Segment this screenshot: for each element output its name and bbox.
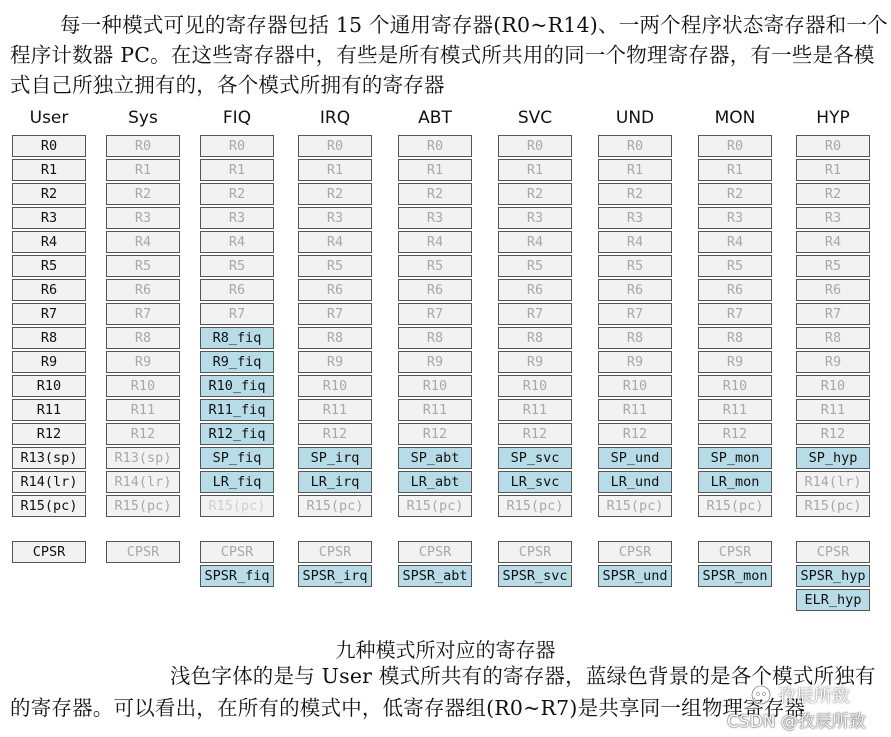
register-cell: R12	[12, 423, 86, 445]
register-cell: R1	[796, 159, 870, 181]
register-cell: R8	[398, 327, 472, 349]
register-cell: R3	[12, 207, 86, 229]
register-cell: R2	[796, 183, 870, 205]
register-cell: R1	[598, 159, 672, 181]
register-cell: R5	[698, 255, 772, 277]
figure-caption: 九种模式所对应的寄存器	[335, 638, 556, 662]
register-cell: R14(lr)	[796, 471, 870, 493]
register-cell: R6	[598, 279, 672, 301]
register-cell: R3	[106, 207, 180, 229]
register-cell: R13(sp)	[106, 447, 180, 469]
status-register-cell: SPSR_und	[598, 565, 672, 587]
status-register-cell: CPSR	[796, 541, 870, 563]
register-cell: R9	[698, 351, 772, 373]
status-register-cell: SPSR_abt	[398, 565, 472, 587]
register-cell: R10	[398, 375, 472, 397]
register-cell: R10	[598, 375, 672, 397]
register-cell: SP_svc	[498, 447, 572, 469]
status-register-cell: SPSR_hyp	[796, 565, 870, 587]
status-register-cell: CPSR	[200, 541, 274, 563]
status-register-cell: SPSR_mon	[698, 565, 772, 587]
intro-line-3: 式自己所独立拥有的，各个模式所拥有的寄存器	[10, 73, 445, 97]
register-cell: R10_fiq	[200, 375, 274, 397]
register-cell: R0	[12, 135, 86, 157]
status-register-cell: CPSR	[598, 541, 672, 563]
register-cell: LR_fiq	[200, 471, 274, 493]
register-cell: R4	[298, 231, 372, 253]
status-register-cell: CPSR	[298, 541, 372, 563]
register-cell: R7	[298, 303, 372, 325]
register-cell: R8	[298, 327, 372, 349]
register-cell: LR_svc	[498, 471, 572, 493]
register-cell: R15(pc)	[698, 495, 772, 517]
status-register-cell: CPSR	[12, 541, 86, 563]
register-cell: SP_fiq	[200, 447, 274, 469]
register-cell: R6	[796, 279, 870, 301]
register-cell: R3	[698, 207, 772, 229]
register-cell: R2	[598, 183, 672, 205]
register-cell: R7	[12, 303, 86, 325]
column-header-svc: SVC	[517, 108, 553, 128]
register-cell: R6	[498, 279, 572, 301]
column-header-irq: IRQ	[319, 108, 351, 128]
register-cell: R9	[796, 351, 870, 373]
intro-line-2: 程序计数器 PC。在这些寄存器中，有些是所有模式所共用的同一个物理寄存器，有一些是各模	[10, 43, 875, 67]
register-cell: R9	[598, 351, 672, 373]
register-cell: R5	[298, 255, 372, 277]
register-cell: R1	[398, 159, 472, 181]
status-register-cell: CPSR	[498, 541, 572, 563]
register-cell: R1	[698, 159, 772, 181]
register-cell: R3	[398, 207, 472, 229]
register-cell: R6	[106, 279, 180, 301]
register-cell: R13(sp)	[12, 447, 86, 469]
register-cell: R9_fiq	[200, 351, 274, 373]
register-cell: R7	[398, 303, 472, 325]
register-cell: R2	[298, 183, 372, 205]
register-cell: R8	[796, 327, 870, 349]
register-cell: R8_fiq	[200, 327, 274, 349]
register-cell: R12	[498, 423, 572, 445]
register-cell: R1	[498, 159, 572, 181]
register-cell: R6	[698, 279, 772, 301]
outro-line-1: 浅色字体的是与 User 模式所共有的寄存器，蓝绿色背景的是各个模式所独有	[170, 664, 876, 688]
register-cell: R15(pc)	[298, 495, 372, 517]
register-cell: LR_mon	[698, 471, 772, 493]
register-cell: R11	[298, 399, 372, 421]
register-cell: R9	[298, 351, 372, 373]
register-cell: R7	[796, 303, 870, 325]
register-cell: R5	[398, 255, 472, 277]
register-cell: R7	[498, 303, 572, 325]
register-cell: R10	[106, 375, 180, 397]
register-cell: R5	[200, 255, 274, 277]
register-cell: R15(pc)	[12, 495, 86, 517]
register-cell: R15(pc)	[200, 495, 274, 517]
register-cell: R15(pc)	[398, 495, 472, 517]
register-cell: R5	[598, 255, 672, 277]
register-cell: LR_und	[598, 471, 672, 493]
status-register-cell: ELR_hyp	[796, 589, 870, 611]
status-register-cell: SPSR_svc	[498, 565, 572, 587]
register-cell: R0	[200, 135, 274, 157]
register-cell: R6	[200, 279, 274, 301]
register-cell: R3	[200, 207, 274, 229]
column-header-user: User	[29, 108, 69, 128]
register-cell: SP_abt	[398, 447, 472, 469]
status-register-cell: CPSR	[698, 541, 772, 563]
register-cell: R0	[106, 135, 180, 157]
register-cell: R2	[106, 183, 180, 205]
register-cell: R8	[698, 327, 772, 349]
register-cell: R4	[498, 231, 572, 253]
register-cell: R6	[298, 279, 372, 301]
register-cell: SP_irq	[298, 447, 372, 469]
register-cell: R5	[796, 255, 870, 277]
register-cell: SP_hyp	[796, 447, 870, 469]
column-header-fiq: FIQ	[222, 108, 252, 128]
status-register-cell: SPSR_irq	[298, 565, 372, 587]
register-cell: R7	[598, 303, 672, 325]
register-cell: R9	[398, 351, 472, 373]
column-header-hyp: HYP	[816, 108, 850, 128]
register-cell: R11	[398, 399, 472, 421]
register-cell: R14(lr)	[12, 471, 86, 493]
register-cell: R9	[498, 351, 572, 373]
status-register-cell: SPSR_fiq	[200, 565, 274, 587]
register-cell: R4	[796, 231, 870, 253]
status-register-cell: CPSR	[398, 541, 472, 563]
register-cell: R2	[498, 183, 572, 205]
register-cell: R12	[106, 423, 180, 445]
register-cell: R6	[12, 279, 86, 301]
register-cell: R12	[796, 423, 870, 445]
register-cell: LR_abt	[398, 471, 472, 493]
register-cell: R0	[598, 135, 672, 157]
register-cell: R12_fiq	[200, 423, 274, 445]
register-cell: R15(pc)	[598, 495, 672, 517]
register-cell: R8	[598, 327, 672, 349]
register-cell: R3	[796, 207, 870, 229]
register-cell: R10	[12, 375, 86, 397]
column-header-abt: ABT	[418, 108, 452, 128]
register-cell: R5	[106, 255, 180, 277]
register-cell: R2	[398, 183, 472, 205]
register-cell: R1	[106, 159, 180, 181]
register-cell: R11	[598, 399, 672, 421]
register-cell: R7	[106, 303, 180, 325]
register-cell: R0	[398, 135, 472, 157]
register-cell: R7	[200, 303, 274, 325]
register-cell: R12	[398, 423, 472, 445]
register-cell: R11	[698, 399, 772, 421]
register-cell: R4	[12, 231, 86, 253]
register-cell: R10	[298, 375, 372, 397]
watermark-logo-icon	[750, 684, 772, 706]
register-cell: R11	[106, 399, 180, 421]
register-cell: SP_mon	[698, 447, 772, 469]
register-cell: R8	[12, 327, 86, 349]
register-cell: R3	[298, 207, 372, 229]
register-cell: R8	[498, 327, 572, 349]
status-register-cell: CPSR	[106, 541, 180, 563]
register-cell: R15(pc)	[796, 495, 870, 517]
register-cell: R15(pc)	[498, 495, 572, 517]
register-cell: LR_irq	[298, 471, 372, 493]
register-cell: R11	[12, 399, 86, 421]
register-cell: R10	[796, 375, 870, 397]
register-cell: SP_und	[598, 447, 672, 469]
register-cell: R10	[698, 375, 772, 397]
register-cell: R1	[298, 159, 372, 181]
register-cell: R11	[796, 399, 870, 421]
register-cell: R14(lr)	[106, 471, 180, 493]
column-header-mon: MON	[714, 108, 756, 128]
outro-line-2: 的寄存器。可以看出，在所有的模式中，低寄存器组(R0~R7)是共享同一组物理寄存器	[10, 696, 806, 720]
register-cell: R0	[498, 135, 572, 157]
register-cell: R11_fiq	[200, 399, 274, 421]
register-cell: R12	[298, 423, 372, 445]
register-cell: R4	[200, 231, 274, 253]
register-cell: R3	[498, 207, 572, 229]
register-cell: R1	[200, 159, 274, 181]
register-cell: R0	[698, 135, 772, 157]
register-cell: R1	[12, 159, 86, 181]
register-cell: R3	[598, 207, 672, 229]
register-cell: R4	[398, 231, 472, 253]
register-cell: R12	[698, 423, 772, 445]
column-header-und: UND	[615, 108, 655, 128]
register-cell: R5	[498, 255, 572, 277]
register-cell: R8	[106, 327, 180, 349]
watermark-text: CSDN @孜辰所致	[727, 712, 866, 732]
register-cell: R15(pc)	[106, 495, 180, 517]
register-cell: R0	[298, 135, 372, 157]
register-cell: R0	[796, 135, 870, 157]
register-cell: R2	[12, 183, 86, 205]
register-cell: R2	[200, 183, 274, 205]
register-cell: R4	[106, 231, 180, 253]
watermark-brand: 孜辰所致	[778, 686, 850, 707]
register-cell: R5	[12, 255, 86, 277]
register-cell: R12	[598, 423, 672, 445]
register-cell: R4	[698, 231, 772, 253]
register-cell: R11	[498, 399, 572, 421]
register-cell: R4	[598, 231, 672, 253]
intro-line-1: 每一种模式可见的寄存器包括 15 个通用寄存器(R0~R14)、一两个程序状态寄存器和一个	[60, 13, 888, 37]
register-cell: R2	[698, 183, 772, 205]
register-cell: R6	[398, 279, 472, 301]
column-header-sys: Sys	[128, 108, 158, 128]
register-cell: R9	[12, 351, 86, 373]
register-cell: R9	[106, 351, 180, 373]
register-cell: R10	[498, 375, 572, 397]
register-cell: R7	[698, 303, 772, 325]
